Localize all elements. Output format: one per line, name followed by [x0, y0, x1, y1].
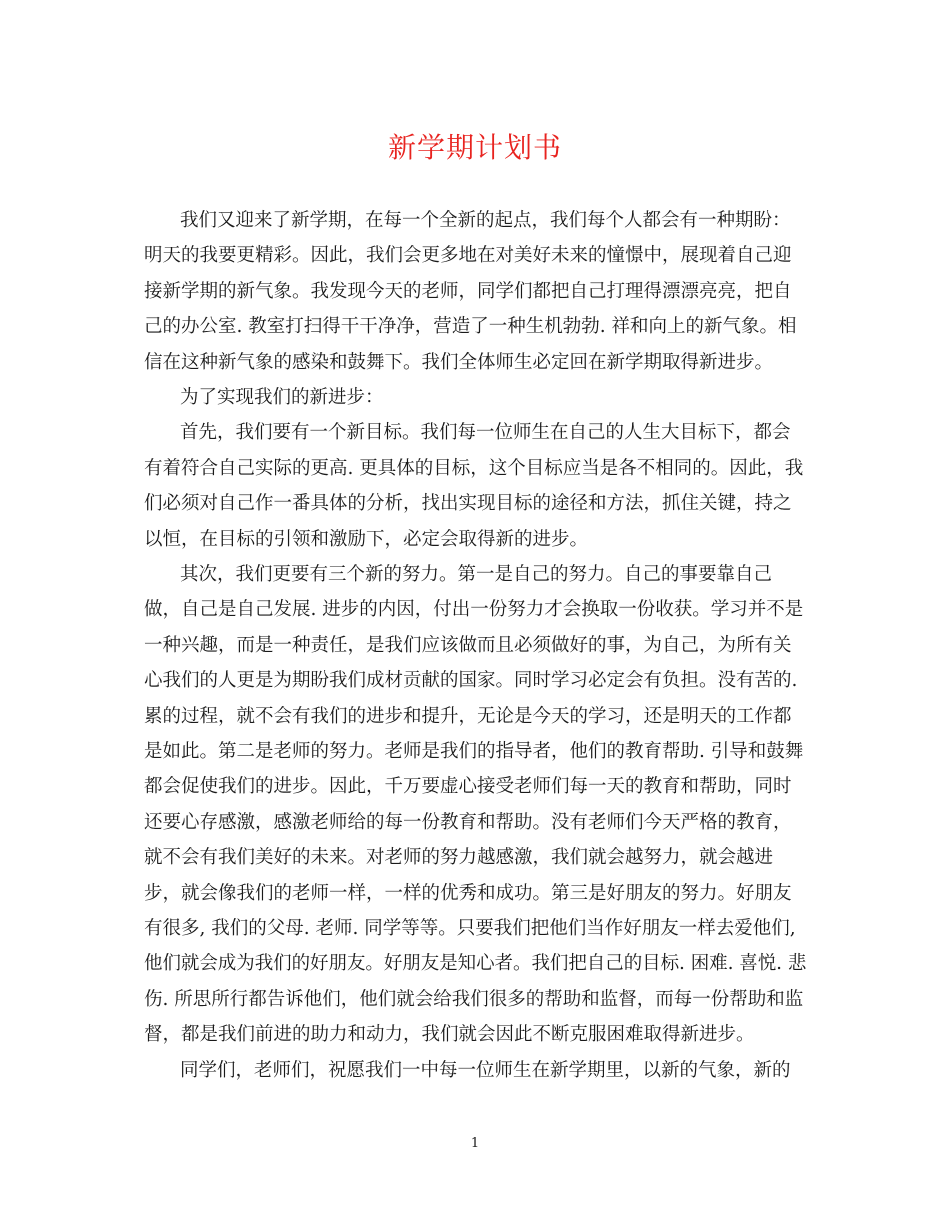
- paragraph-line: 是如此。第二是老师的努力。老师是我们的指导者，他们的教育帮助. 引导和鼓舞: [144, 741, 804, 762]
- paragraph-line: 心我们的人更是为期盼我们成材贡献的国家。同时学习必定会有负担。没有苦的.: [144, 670, 798, 691]
- paragraph-line: 信在这种新气象的感染和鼓舞下。我们全体师生必定回在新学期取得新进步。: [144, 352, 774, 373]
- paragraph-line: 以恒，在目标的引领和激励下，必定会取得新的进步。: [144, 529, 589, 550]
- page-number: 1: [470, 1136, 480, 1151]
- paragraph-line: 做，自己是自己发展. 进步的内因，付出一份努力才会换取一份收获。学习并不是: [144, 599, 804, 620]
- page-title: 新学期计划书: [387, 131, 562, 164]
- paragraph-line: 他们就会成为我们的好朋友。好朋友是知心者。我们把自己的目标. 困难. 喜悦. 悲: [144, 953, 807, 974]
- paragraph-line: 为了实现我们的新进步：: [180, 387, 384, 408]
- paragraph-line: 就不会有我们美好的未来。对老师的努力越感激，我们就会越努力，就会越进: [144, 847, 774, 868]
- paragraph-line: 还要心存感激，感激老师给的每一份教育和帮助。没有老师们今天严格的教育，: [144, 812, 792, 833]
- paragraph-line: 其次，我们更要有三个新的努力。第一是自己的努力。自己的事要靠自己: [180, 564, 773, 585]
- paragraph-line: 同学们，老师们，祝愿我们一中每一位师生在新学期里，以新的气象，新的: [180, 1060, 791, 1081]
- paragraph-line: 一种兴趣，而是一种责任，是我们应该做而且必须做好的事，为自己，为所有关: [144, 635, 792, 656]
- paragraph-line: 们必须对自己作一番具体的分析，找出实现目标的途径和方法，抓住关键，持之: [144, 493, 792, 514]
- paragraph-line: 累的过程，就不会有我们的进步和提升，无论是今天的学习，还是明天的工作都: [144, 706, 792, 727]
- paragraph-line: 接新学期的新气象。我发现今天的老师，同学们都把自己打理得漂漂亮亮，把自: [144, 281, 792, 302]
- paragraph-line: 己的办公室. 教室打扫得干干净净，营造了一种生机勃勃. 祥和向上的新气象。相: [144, 316, 797, 337]
- paragraph-line: 有很多, 我们的父母. 老师. 同学等等。只要我们把他们当作好朋友一样去爱他们,: [144, 918, 796, 939]
- paragraph-line: 督，都是我们前进的助力和动力，我们就会因此不断克服困难取得新进步。: [144, 1024, 755, 1045]
- paragraph-line: 都会促使我们的进步。因此，千万要虚心接受老师们每一天的教育和帮助，同时: [144, 776, 792, 797]
- paragraph-line: 明天的我要更精彩。因此，我们会更多地在对美好未来的憧憬中，展现着自己迎: [144, 245, 792, 266]
- paragraph-line: 伤. 所思所行都告诉他们，他们就会给我们很多的帮助和监督，而每一份帮助和监: [144, 989, 804, 1010]
- paragraph-line: 首先，我们要有一个新目标。我们每一位师生在自己的人生大目标下，都会: [180, 422, 791, 443]
- paragraph-line: 有着符合自己实际的更高. 更具体的目标，这个目标应当是各不相同的。因此，我: [144, 458, 804, 479]
- paragraph-line: 我们又迎来了新学期，在每一个全新的起点，我们每个人都会有一种期盼：: [180, 210, 791, 231]
- paragraph-line: 步，就会像我们的老师一样，一样的优秀和成功。第三是好朋友的努力。好朋友: [144, 883, 792, 904]
